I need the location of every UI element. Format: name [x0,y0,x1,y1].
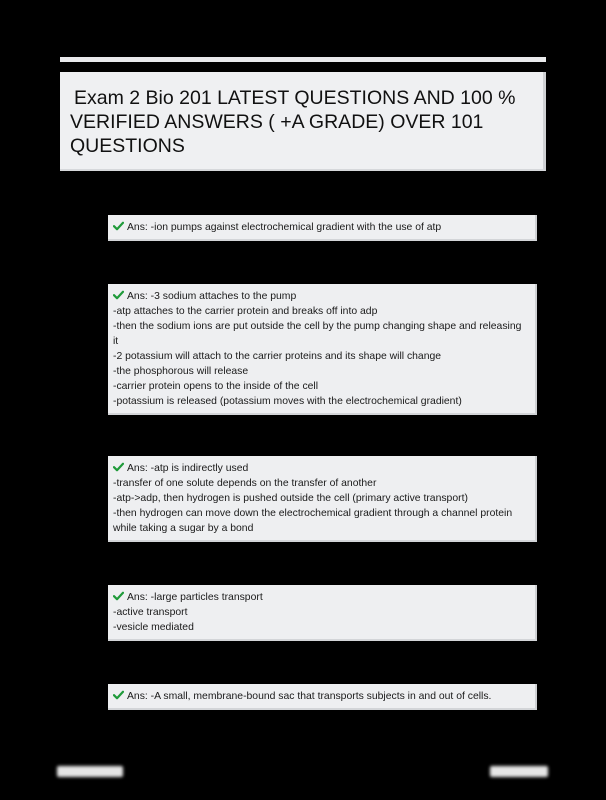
document-title: Exam 2 Bio 201 LATEST QUESTIONS AND 100 % VERIFIED ANSWERS ( +A GRADE) OVER 101 QUESTIONS [70,87,516,157]
answer-line [113,590,529,605]
top-rule [60,57,546,62]
answer-line: -potassium is released (potassium moves with the electrochemical gradient) [113,396,462,407]
answer-line: -vesicle mediated [113,622,194,633]
answer-line: -atp->adp, then hydrogen is pushed outside the cell (primary active transport) [113,493,468,504]
answer-line: -carrier protein opens to the inside of the cell [113,381,319,392]
answer-line: -transfer of one solute depends on the transfer of another [113,478,377,489]
footer-blurred-page-label [490,766,548,777]
answer-box-3 [108,456,537,542]
answer-line: -then the sodium ions are put outside the cell by the pump changing shape and releasing it [113,321,522,347]
check-icon [113,221,124,231]
answer-text: Ans: -3 sodium attaches to the pump [127,291,297,302]
answer-text: Ans: -atp is indirectly used [127,463,249,474]
check-icon [113,290,124,300]
answer-line: -atp attaches to the carrier protein and breaks off into adp [113,306,378,317]
answer-line [113,220,529,235]
answer-line: -then hydrogen can move down the electrochemical gradient through a channel protein while taking a sugar by a bond [113,508,513,534]
answer-line [113,289,529,304]
answer-text: Ans: -large particles transport [127,592,263,603]
answer-text: Ans: -ion pumps against electrochemical gradient with the use of atp [127,222,442,233]
title-box [60,72,546,171]
answer-line [113,461,529,476]
answer-box-4 [108,585,537,641]
answer-line [113,689,529,704]
check-icon [113,690,124,700]
answer-box-1 [108,215,537,241]
footer-blurred-logo [57,766,123,777]
answer-box-2 [108,284,537,415]
check-icon [113,591,124,601]
answer-line: -the phosphorous will release [113,366,249,377]
answer-line: -2 potassium will attach to the carrier proteins and its shape will change [113,351,442,362]
answer-text: Ans: -A small, membrane-bound sac that transports subjects in and out of cells. [127,691,492,702]
answer-line: -active transport [113,607,188,618]
answer-box-5 [108,684,537,710]
check-icon [113,462,124,472]
